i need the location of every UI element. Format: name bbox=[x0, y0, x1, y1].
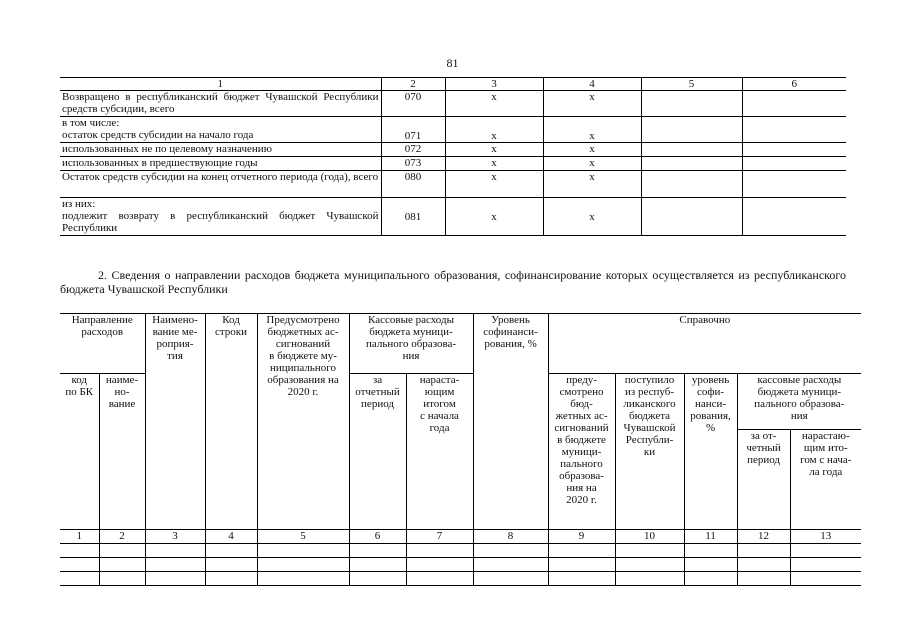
row-code: 073 bbox=[381, 157, 445, 171]
empty-cell bbox=[205, 558, 257, 572]
cell-x: х bbox=[445, 198, 543, 236]
empty-cell bbox=[790, 572, 861, 586]
column-number: 6 bbox=[349, 530, 406, 544]
table-row bbox=[60, 558, 861, 572]
header-ref-planned: преду- смотрено бюд- жетных ас- сигнований в бюджете муници- пального образова- ния на 2020 г. bbox=[548, 374, 615, 530]
header-name: наиме- но- вание bbox=[99, 374, 145, 530]
subsidy-return-table bbox=[60, 77, 846, 236]
empty-cell bbox=[473, 544, 548, 558]
empty-cell bbox=[548, 572, 615, 586]
table-row bbox=[60, 117, 846, 143]
empty-cell bbox=[615, 558, 684, 572]
header-ref-cash-expenses: кассовые расходы бюджета муници- пального образова- ния bbox=[737, 374, 861, 430]
column-header: 6 bbox=[742, 78, 846, 91]
empty-cell bbox=[548, 544, 615, 558]
empty-cell bbox=[99, 558, 145, 572]
empty-cell bbox=[737, 544, 790, 558]
empty-cell bbox=[349, 558, 406, 572]
page-number: 81 bbox=[446, 56, 459, 70]
table-row bbox=[60, 157, 846, 171]
header-code-bk: код по БК bbox=[65, 374, 94, 398]
header-cumulative: нараста- ющим итогом с начала года bbox=[406, 374, 473, 530]
column-number: 5 bbox=[257, 530, 349, 544]
table-row bbox=[60, 91, 846, 117]
row-code: 072 bbox=[381, 143, 445, 157]
cell-x: х bbox=[445, 171, 543, 198]
empty-cell bbox=[349, 572, 406, 586]
cell-x: х bbox=[543, 117, 641, 143]
table-header-row bbox=[60, 78, 846, 91]
row-label: Возвращено в республиканский бюджет Чувашской Республики средств субсидии, всего bbox=[60, 91, 381, 117]
column-number: 9 bbox=[548, 530, 615, 544]
table-row bbox=[60, 143, 846, 157]
table-row bbox=[60, 544, 861, 558]
cell-x: х bbox=[543, 171, 641, 198]
empty-cell bbox=[684, 558, 737, 572]
empty-cell bbox=[641, 157, 742, 171]
header-ref-received: поступило из респуб- ликанского бюджета Чувашской Республи- ки bbox=[615, 374, 684, 530]
column-number-row bbox=[60, 530, 861, 544]
cell-x: х bbox=[445, 143, 543, 157]
empty-cell bbox=[205, 544, 257, 558]
column-number: 3 bbox=[145, 530, 205, 544]
row-label: использованных в предшествующие годы bbox=[60, 157, 381, 171]
column-number: 12 bbox=[737, 530, 790, 544]
cell-x: х bbox=[445, 157, 543, 171]
empty-cell bbox=[737, 558, 790, 572]
row-label: в том числе: остаток средств субсидии на начало года bbox=[60, 117, 381, 143]
empty-cell bbox=[742, 198, 846, 236]
column-header: 4 bbox=[543, 78, 641, 91]
empty-cell bbox=[737, 572, 790, 586]
column-number: 13 bbox=[790, 530, 861, 544]
header-expense-direction: Направление расходов bbox=[60, 314, 145, 374]
cell-x: х bbox=[543, 91, 641, 117]
row-code: 081 bbox=[381, 198, 445, 236]
empty-cell bbox=[641, 171, 742, 198]
empty-cell bbox=[257, 544, 349, 558]
empty-cell bbox=[742, 171, 846, 198]
empty-cell bbox=[406, 544, 473, 558]
row-label: из них: подлежит возврату в республиканский бюджет Чувашской Республики bbox=[62, 198, 379, 234]
empty-cell bbox=[473, 572, 548, 586]
empty-cell bbox=[60, 558, 99, 572]
table-row bbox=[60, 572, 861, 586]
column-number: 1 bbox=[60, 530, 99, 544]
empty-cell bbox=[684, 572, 737, 586]
row-label: использованных не по целевому назначению bbox=[60, 143, 381, 157]
row-code: 080 bbox=[381, 171, 445, 198]
empty-cell bbox=[145, 544, 205, 558]
empty-cell bbox=[684, 544, 737, 558]
empty-cell bbox=[790, 558, 861, 572]
column-number: 7 bbox=[406, 530, 473, 544]
row-code: 071 bbox=[381, 117, 445, 143]
empty-cell bbox=[349, 544, 406, 558]
cell-x: х bbox=[543, 198, 641, 236]
empty-cell bbox=[742, 143, 846, 157]
header-measure-name: Наимено- вание ме- роприя- тия bbox=[145, 314, 205, 530]
section-2-title: 2. Сведения о направлении расходов бюджета муниципального образования, софинансирование которых осуществляется из республиканского бюджета Чувашской Республики bbox=[60, 268, 846, 296]
header-ref-for-period: за от- четный период bbox=[737, 430, 790, 530]
empty-cell bbox=[257, 558, 349, 572]
row-code: 070 bbox=[381, 91, 445, 117]
empty-cell bbox=[641, 117, 742, 143]
empty-cell bbox=[99, 544, 145, 558]
empty-cell bbox=[99, 572, 145, 586]
empty-cell bbox=[473, 558, 548, 572]
empty-cell bbox=[742, 117, 846, 143]
empty-cell bbox=[742, 91, 846, 117]
column-header: 1 bbox=[60, 78, 381, 91]
column-number: 8 bbox=[473, 530, 548, 544]
cell-x: х bbox=[445, 117, 543, 143]
empty-cell bbox=[205, 572, 257, 586]
empty-cell bbox=[641, 91, 742, 117]
header-cofinancing-level: Уровень софинанси- рования, % bbox=[473, 314, 548, 530]
header-ref-cumulative: нарастаю- щим ито- гом с нача- ла года bbox=[790, 430, 861, 530]
cell-x: х bbox=[445, 91, 543, 117]
empty-cell bbox=[145, 558, 205, 572]
expenditure-direction-table bbox=[60, 313, 861, 586]
column-header: 3 bbox=[445, 78, 543, 91]
table-row bbox=[60, 171, 846, 198]
empty-cell bbox=[406, 558, 473, 572]
empty-cell bbox=[615, 572, 684, 586]
empty-cell bbox=[257, 572, 349, 586]
column-number: 11 bbox=[684, 530, 737, 544]
cell-x: х bbox=[543, 157, 641, 171]
column-number: 10 bbox=[615, 530, 684, 544]
empty-cell bbox=[548, 558, 615, 572]
header-cash-expenses: Кассовые расходы бюджета муници- пального образова- ния bbox=[349, 314, 473, 374]
empty-cell bbox=[641, 143, 742, 157]
column-header: 2 bbox=[381, 78, 445, 91]
header-reference: Справочно bbox=[548, 314, 861, 374]
empty-cell bbox=[145, 572, 205, 586]
cell-x: х bbox=[543, 143, 641, 157]
empty-cell bbox=[615, 544, 684, 558]
column-number: 2 bbox=[99, 530, 145, 544]
empty-cell bbox=[641, 198, 742, 236]
table-row bbox=[60, 198, 846, 236]
column-header: 5 bbox=[641, 78, 742, 91]
empty-cell bbox=[60, 572, 99, 586]
empty-cell bbox=[406, 572, 473, 586]
header-planned-allocations: Предусмотрено бюджетных ас- сигнований в бюджете му- ниципального образования на 2020 г. bbox=[257, 314, 349, 530]
header-row-code: Код строки bbox=[205, 314, 257, 530]
row-label: Остаток средств субсидии на конец отчетного периода (года), всего bbox=[60, 171, 381, 198]
header-ref-level: уровень софи- нанси- рования, % bbox=[684, 374, 737, 530]
empty-cell bbox=[60, 544, 99, 558]
empty-cell bbox=[790, 544, 861, 558]
empty-cell bbox=[742, 157, 846, 171]
column-number: 4 bbox=[205, 530, 257, 544]
header-for-period: за отчетный период bbox=[349, 374, 406, 530]
